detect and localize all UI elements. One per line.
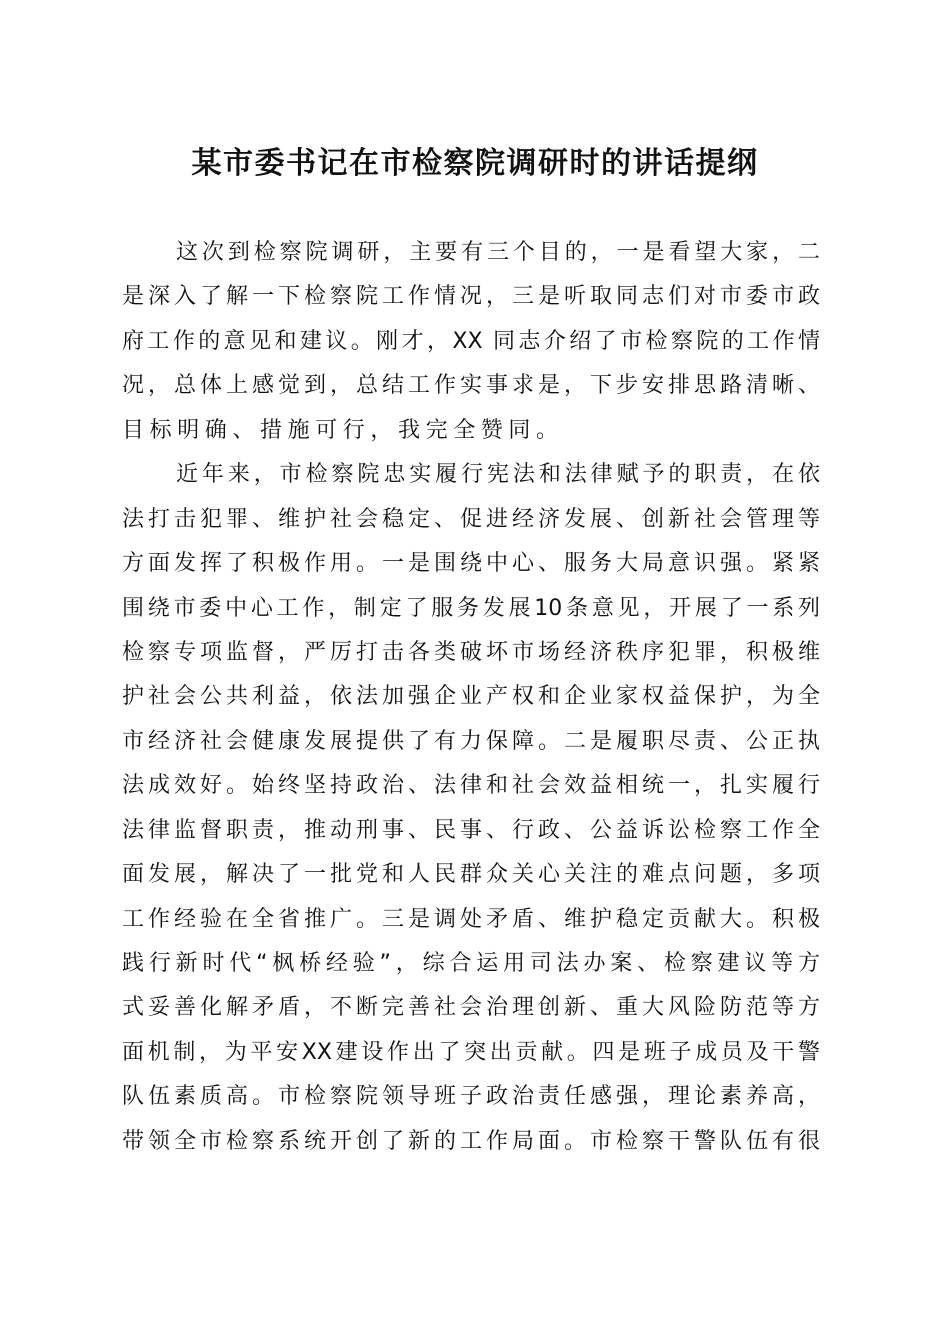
text-line: 式妥善化解矛盾，不断完善社会治理创新、重大风险防范等方 [122,995,820,1021]
text-line: 面发展，解决了一批党和人民群众关心关注的难点问题，多项 [122,862,820,888]
text-line: 法律监督职责，推动刑事、民事、行政、公益诉讼检察工作全 [122,817,820,843]
text-line: 目标明确、措施可行，我完全赞同。 [122,417,564,443]
text-line: 况，总体上感觉到，总结工作实事求是，下步安排思路清晰、 [122,373,820,399]
text-line: 护社会公共利益，依法加强企业产权和企业家权益保护，为全 [122,684,820,710]
paragraph-intro [122,231,820,453]
text-line: 带领全市检察系统开创了新的工作局面。市检察干警队伍有很 [122,1128,820,1154]
text-line: 市经济社会健康发展提供了有力保障。二是履职尽责、公正执 [122,728,820,754]
text-line: 府工作的意见和建议。刚才，XX 同志介绍了市检察院的工作情 [122,328,820,354]
text-line: 践行新时代“枫桥经验”，综合运用司法办案、检察建议等方 [122,951,820,976]
text-line: 法打击犯罪、维护社会稳定、促进经济发展、创新社会管理等 [122,506,820,532]
text-line: 近年来，市检察院忠实履行宪法和法律赋予的职责，在依 [176,462,820,488]
document-body [122,231,820,1164]
paragraph-achievements [122,453,820,1164]
text-line: 队伍素质高。市检察院领导班子政治责任感强，理论素养高， [122,1084,820,1110]
text-line: 面机制，为平安XX建设作出了突出贡献。四是班子成员及干警 [122,1039,820,1065]
text-line: 围绕市委中心工作，制定了服务发展10条意见，开展了一系列 [122,595,820,621]
text-line: 检察专项监督，严厉打击各类破坏市场经济秩序犯罪，积极维 [122,639,820,665]
text-line: 法成效好。始终坚持政治、法律和社会效益相统一，扎实履行 [122,773,820,799]
text-line: 这次到检察院调研，主要有三个目的，一是看望大家，二 [176,240,820,265]
text-line: 方面发挥了积极作用。一是围绕中心、服务大局意识强。紧紧 [122,551,820,577]
document-title: 某市委书记在市检察院调研时的讲话提纲 [191,146,759,181]
text-line: 工作经验在全省推广。三是调处矛盾、维护稳定贡献大。积极 [122,906,820,932]
text-line: 是深入了解一下检察院工作情况，三是听取同志们对市委市政 [122,284,820,310]
